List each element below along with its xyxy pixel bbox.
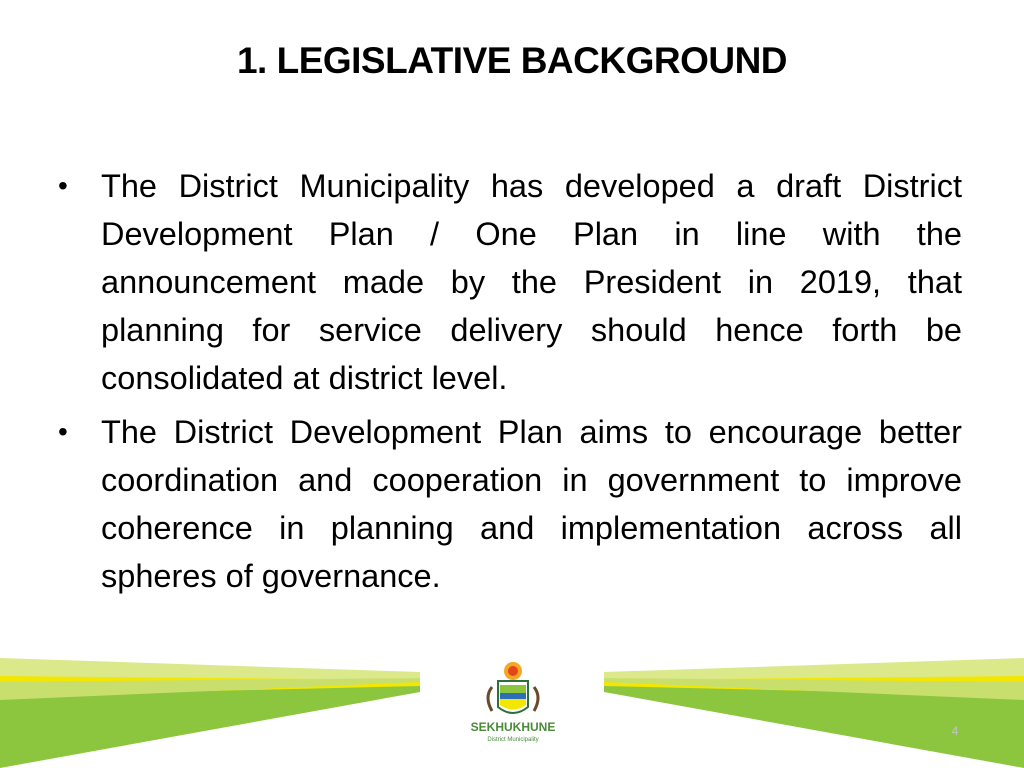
bullet-text: The District Municipality has developed a draft District Development Plan / One Plan in line with the announcement made by the President in 2019, that planning for service delivery should hence forth be consolidated at district level. [101, 168, 962, 396]
bullet-dot-icon: • [58, 170, 68, 201]
slide-title: 1. LEGISLATIVE BACKGROUND [236, 40, 788, 81]
bullet-list [58, 162, 962, 606]
logo-subtitle: District Municipality [487, 737, 539, 743]
logo-name: SEKHUKHUNE [470, 720, 556, 734]
bullet-dot-icon: • [58, 416, 68, 447]
slide-number: 4 [951, 724, 959, 738]
left-stripe-green [0, 686, 420, 768]
bullet-item [58, 408, 962, 600]
municipality-logo [470, 657, 560, 749]
bullet-text: The District Development Plan aims to encourage better coordination and cooperation in government to improve coherence in planning and implementation across all spheres of governance. [101, 414, 962, 594]
bullet-item [58, 162, 962, 402]
